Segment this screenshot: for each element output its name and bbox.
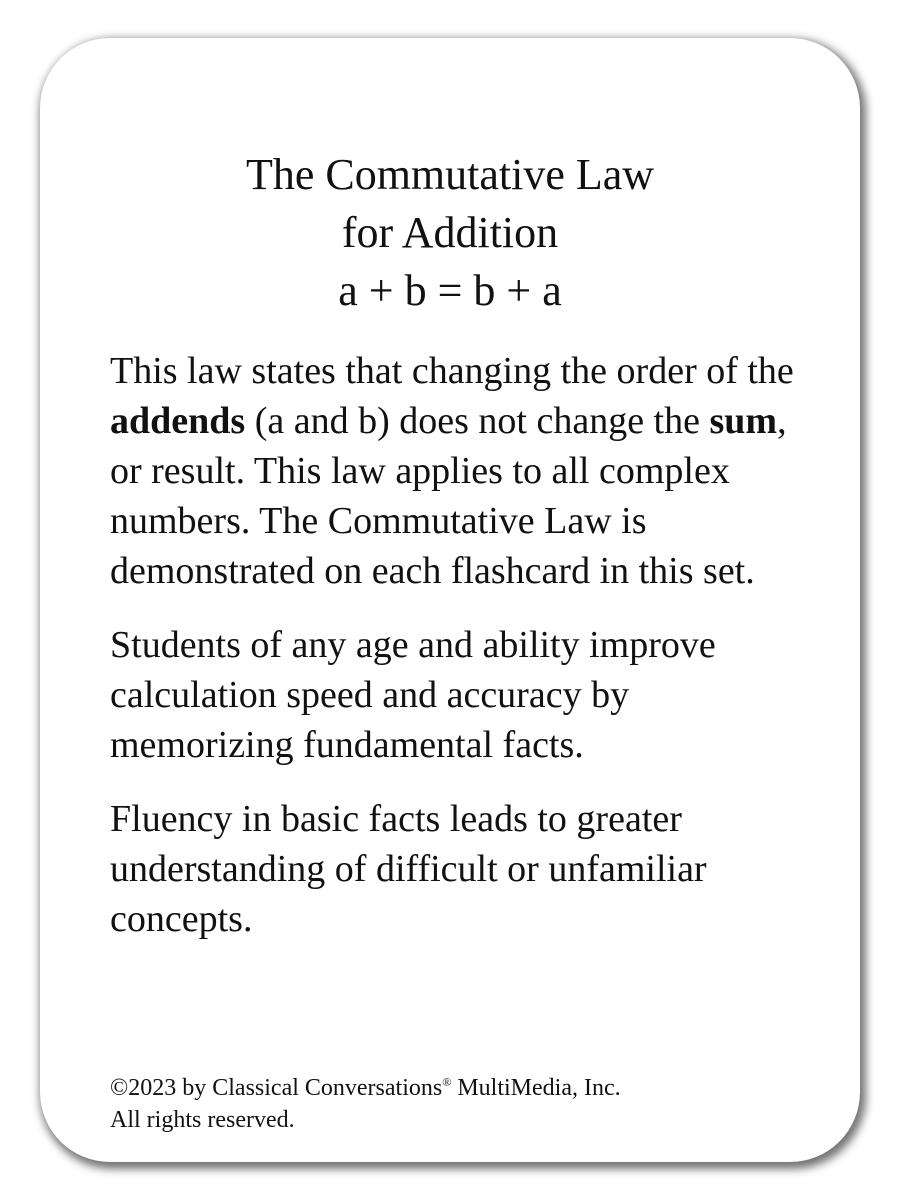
title-line-2: for Addition (341, 208, 559, 257)
title-line-1: The Commutative Law (245, 150, 655, 199)
paragraph-students: Students of any age and ability improve calculation speed and accuracy by memorizing fundamental facts. (110, 624, 716, 766)
registered-mark: ® (442, 1075, 452, 1089)
paragraph-text: This law states that changing the order of the (110, 350, 794, 392)
copyright-text-end: MultiMedia, Inc. (451, 1075, 621, 1101)
copyright-footer (110, 1066, 810, 1136)
paragraph-text: , or result. This law applies to all complex numbers. The Commutative Law is demonstrated on each flashcard in this set. (110, 400, 787, 592)
copyright-text: ©2023 by Classical Conversations (110, 1075, 443, 1101)
card-body (110, 346, 810, 968)
term-sum: sum (709, 400, 778, 442)
card-title (40, 146, 860, 320)
paragraph-text: (a and b) does not change the (245, 400, 710, 442)
term-addends: addends (110, 400, 246, 442)
paragraph-fluency: Fluency in basic facts leads to greater understanding of difficult or unfamiliar concepts. (110, 798, 707, 940)
flashcard (40, 38, 860, 1162)
rights-line: All rights reserved. (110, 1107, 295, 1133)
paragraph-definition (110, 346, 810, 596)
copyright-line (110, 1066, 810, 1104)
title-formula: a + b = b + a (338, 266, 562, 315)
